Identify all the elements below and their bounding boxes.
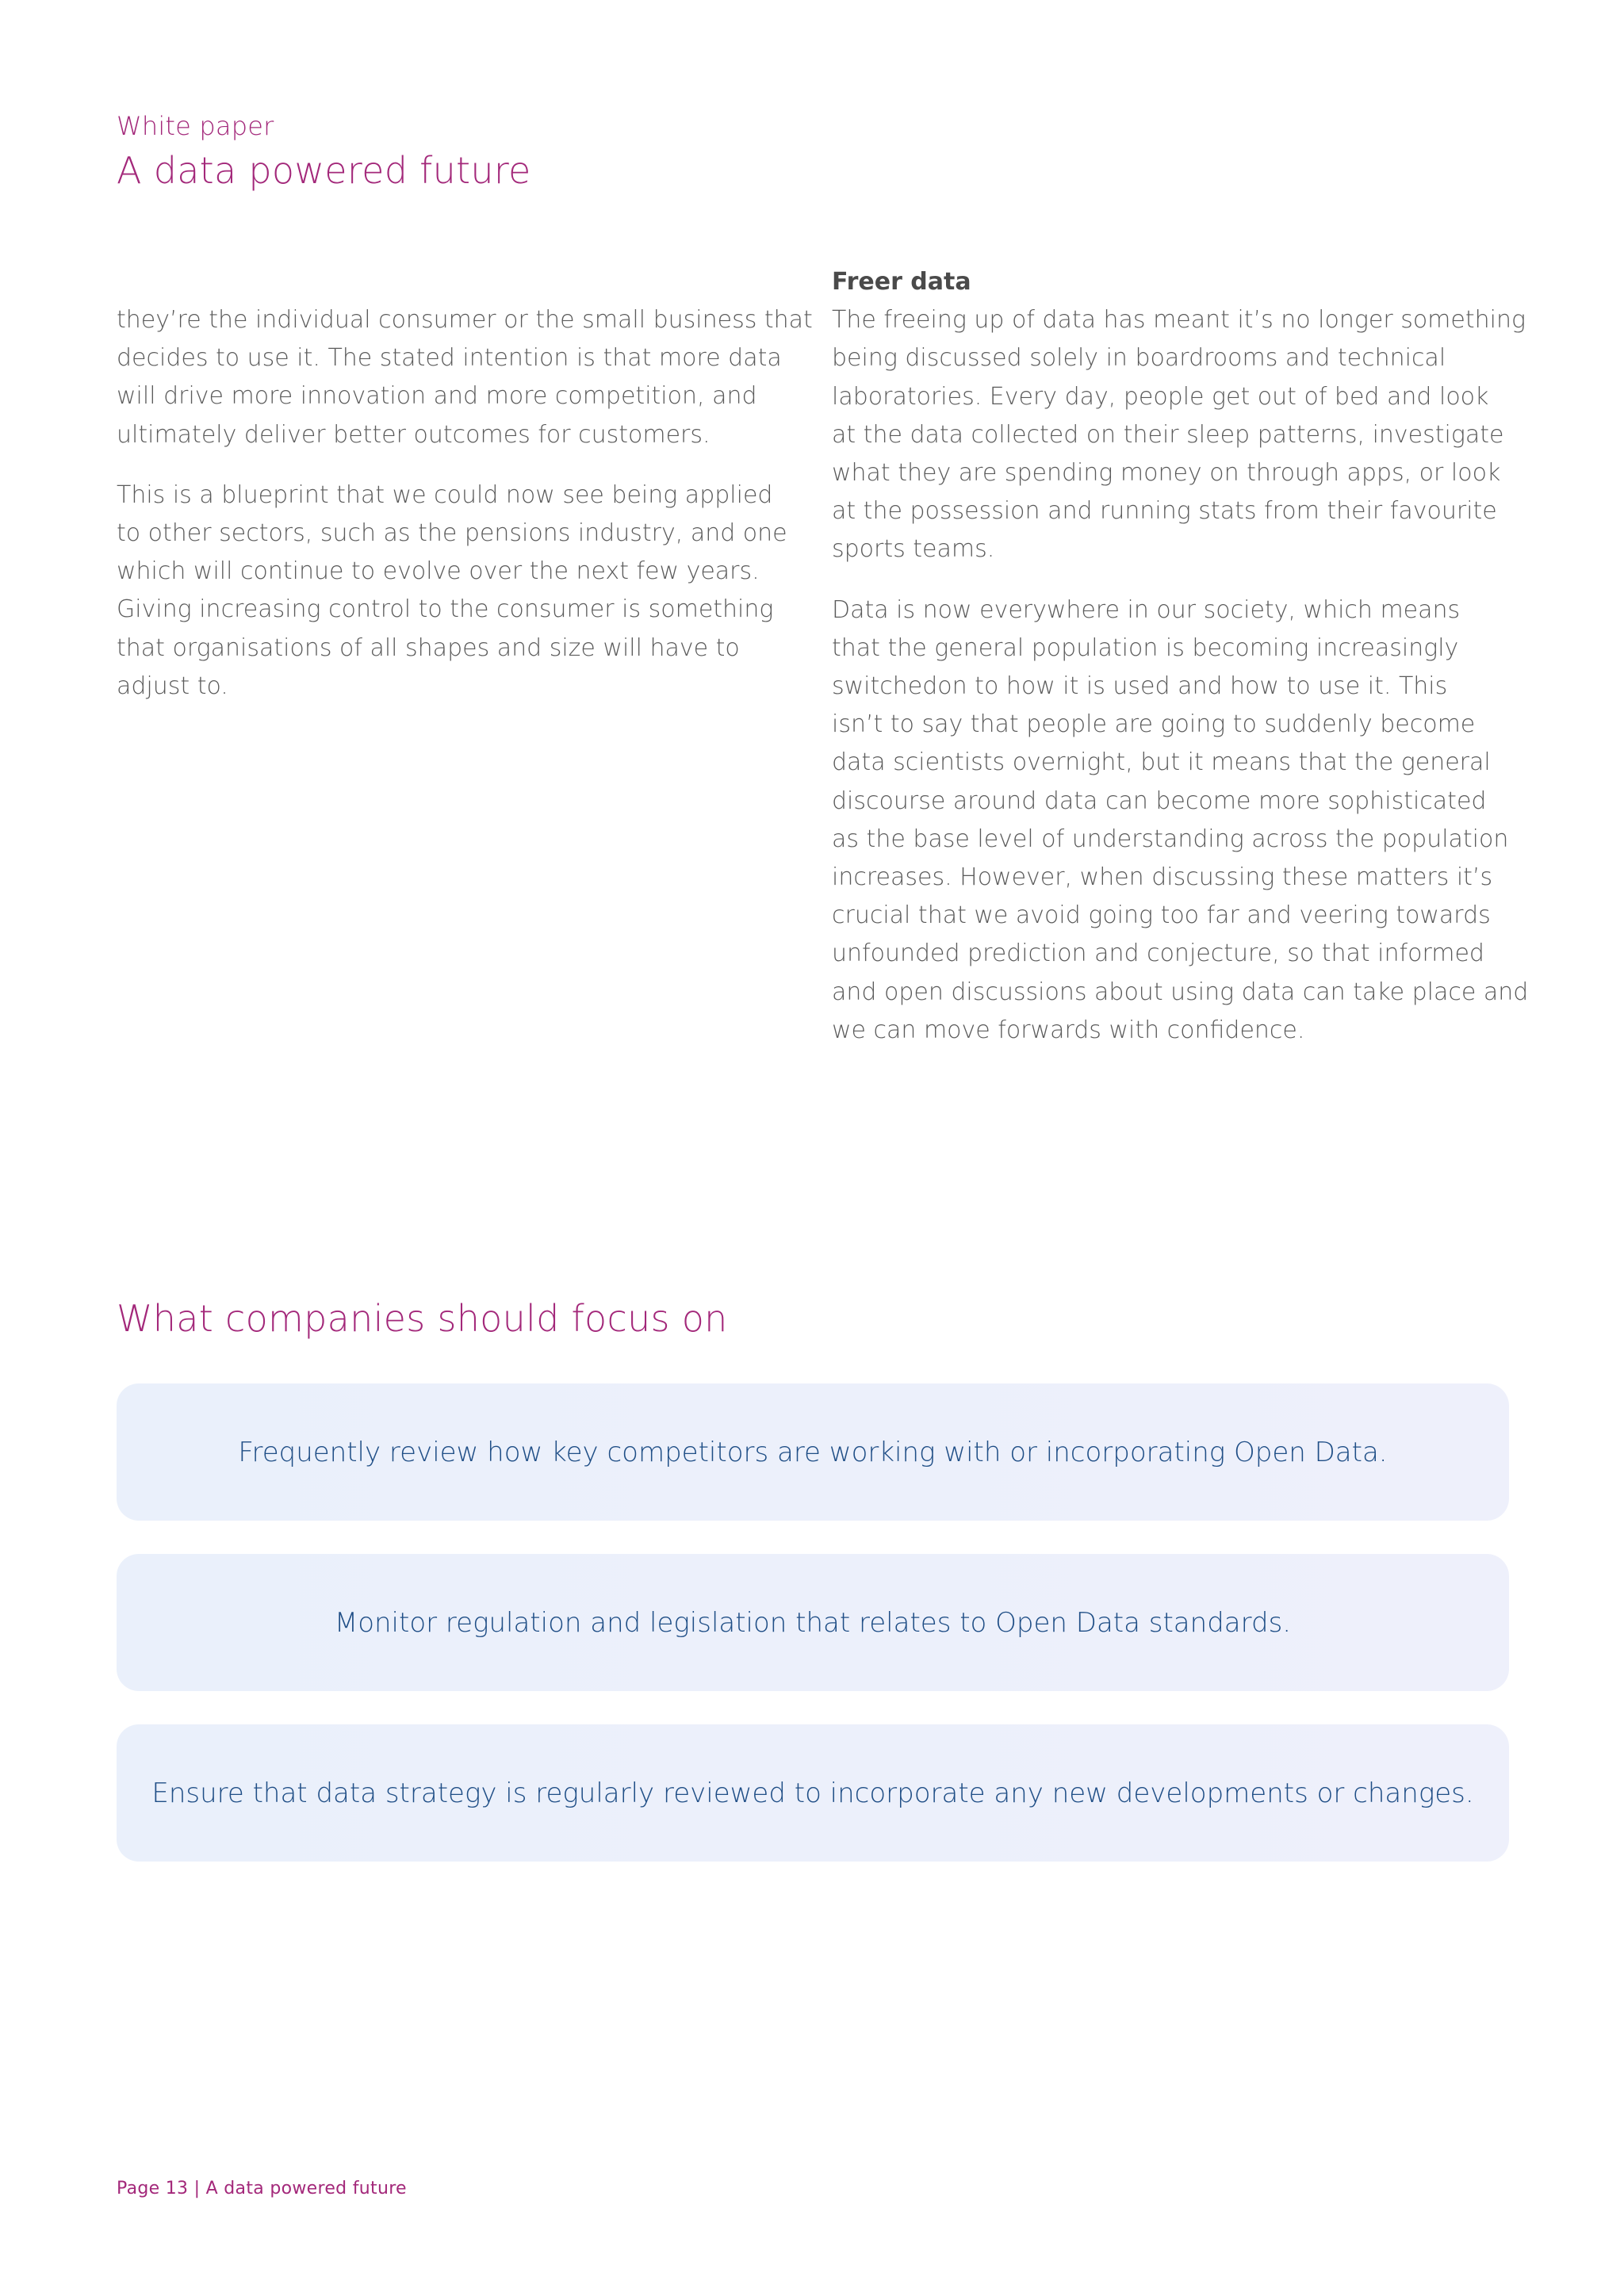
text-line: Giving increasing control to the consumer is something	[117, 595, 774, 624]
left-paragraph-1	[117, 301, 813, 454]
left-paragraph-2	[117, 476, 806, 706]
text-line: unfounded prediction and conjecture, so that informed	[832, 939, 1484, 968]
focus-card-2	[117, 1554, 1509, 1691]
text-line: increases. However, when discussing these matters it’s	[832, 863, 1493, 892]
text-line: laboratories. Every day, people get out of bed and look	[832, 382, 1489, 411]
paragraph-gap	[832, 569, 1522, 591]
text-line: ultimately deliver better outcomes for customers.	[117, 420, 710, 449]
text-line: we can move forwards with confidence.	[832, 1016, 1305, 1044]
text-line: This is a blueprint that we could now see being applied	[117, 480, 773, 509]
text-line: what they are spending money on through apps, or look	[832, 459, 1501, 488]
text-line: that organisations of all shapes and size will have to	[117, 633, 740, 662]
text-line: as the base level of understanding across the population	[832, 825, 1509, 853]
text-line: crucial that we avoid going too far and veering towards	[832, 901, 1491, 930]
right-column	[832, 263, 1529, 1050]
text-line: to other sectors, such as the pensions industry, and one	[117, 519, 787, 548]
text-line: data scientists overnight, but it means that the general	[832, 748, 1491, 777]
text-line: which will continue to evolve over the next few years.	[117, 557, 760, 586]
text-line: decides to use it. The stated intention is that more data	[117, 344, 782, 373]
text-line: adjust to.	[117, 672, 228, 700]
right-paragraph-1	[832, 301, 1526, 568]
text-line: isn’t to say that people are going to suddenly become	[832, 710, 1476, 739]
text-line: and open discussions about using data can take place and	[832, 978, 1529, 1006]
focus-card-text: Ensure that data strategy is regularly reviewed to incorporate any new developments or changes.	[151, 1777, 1474, 1809]
page-title: A data powered future	[117, 149, 531, 192]
focus-card-1	[117, 1383, 1509, 1521]
text-line: switchedon to how it is used and how to use it. This	[832, 672, 1448, 701]
text-line: Data is now everywhere in our society, which means	[832, 595, 1461, 624]
left-column	[117, 301, 813, 706]
text-line: at the data collected on their sleep patterns, investigate	[832, 420, 1504, 449]
header-kicker: White paper	[117, 111, 274, 141]
focus-card-text: Frequently review how key competitors are working with or incorporating Open Data.	[238, 1436, 1388, 1468]
subheading-freer-data: Freer data	[832, 268, 971, 296]
text-line: sports teams.	[832, 535, 995, 564]
focus-card-text: Monitor regulation and legislation that relates to Open Data standards.	[334, 1606, 1292, 1639]
text-line: being discussed solely in boardrooms and technical	[832, 344, 1446, 373]
text-line: at the possession and running stats from their favourite	[832, 497, 1497, 526]
text-line: discourse around data can become more sophisticated	[832, 786, 1487, 815]
text-line: that the general population is becoming increasingly	[832, 633, 1459, 662]
text-line: they’re the individual consumer or the small business that	[117, 306, 813, 334]
text-line: will drive more innovation and more competition, and	[117, 382, 757, 411]
focus-card-3	[117, 1724, 1509, 1862]
text-line: The freeing up of data has meant it’s no longer something	[832, 306, 1526, 335]
paragraph-gap	[117, 454, 806, 476]
page-footer: Page 13 | A data powered future	[117, 2179, 407, 2198]
right-paragraph-2	[832, 591, 1529, 1050]
section-title-focus: What companies should focus on	[117, 1297, 728, 1340]
